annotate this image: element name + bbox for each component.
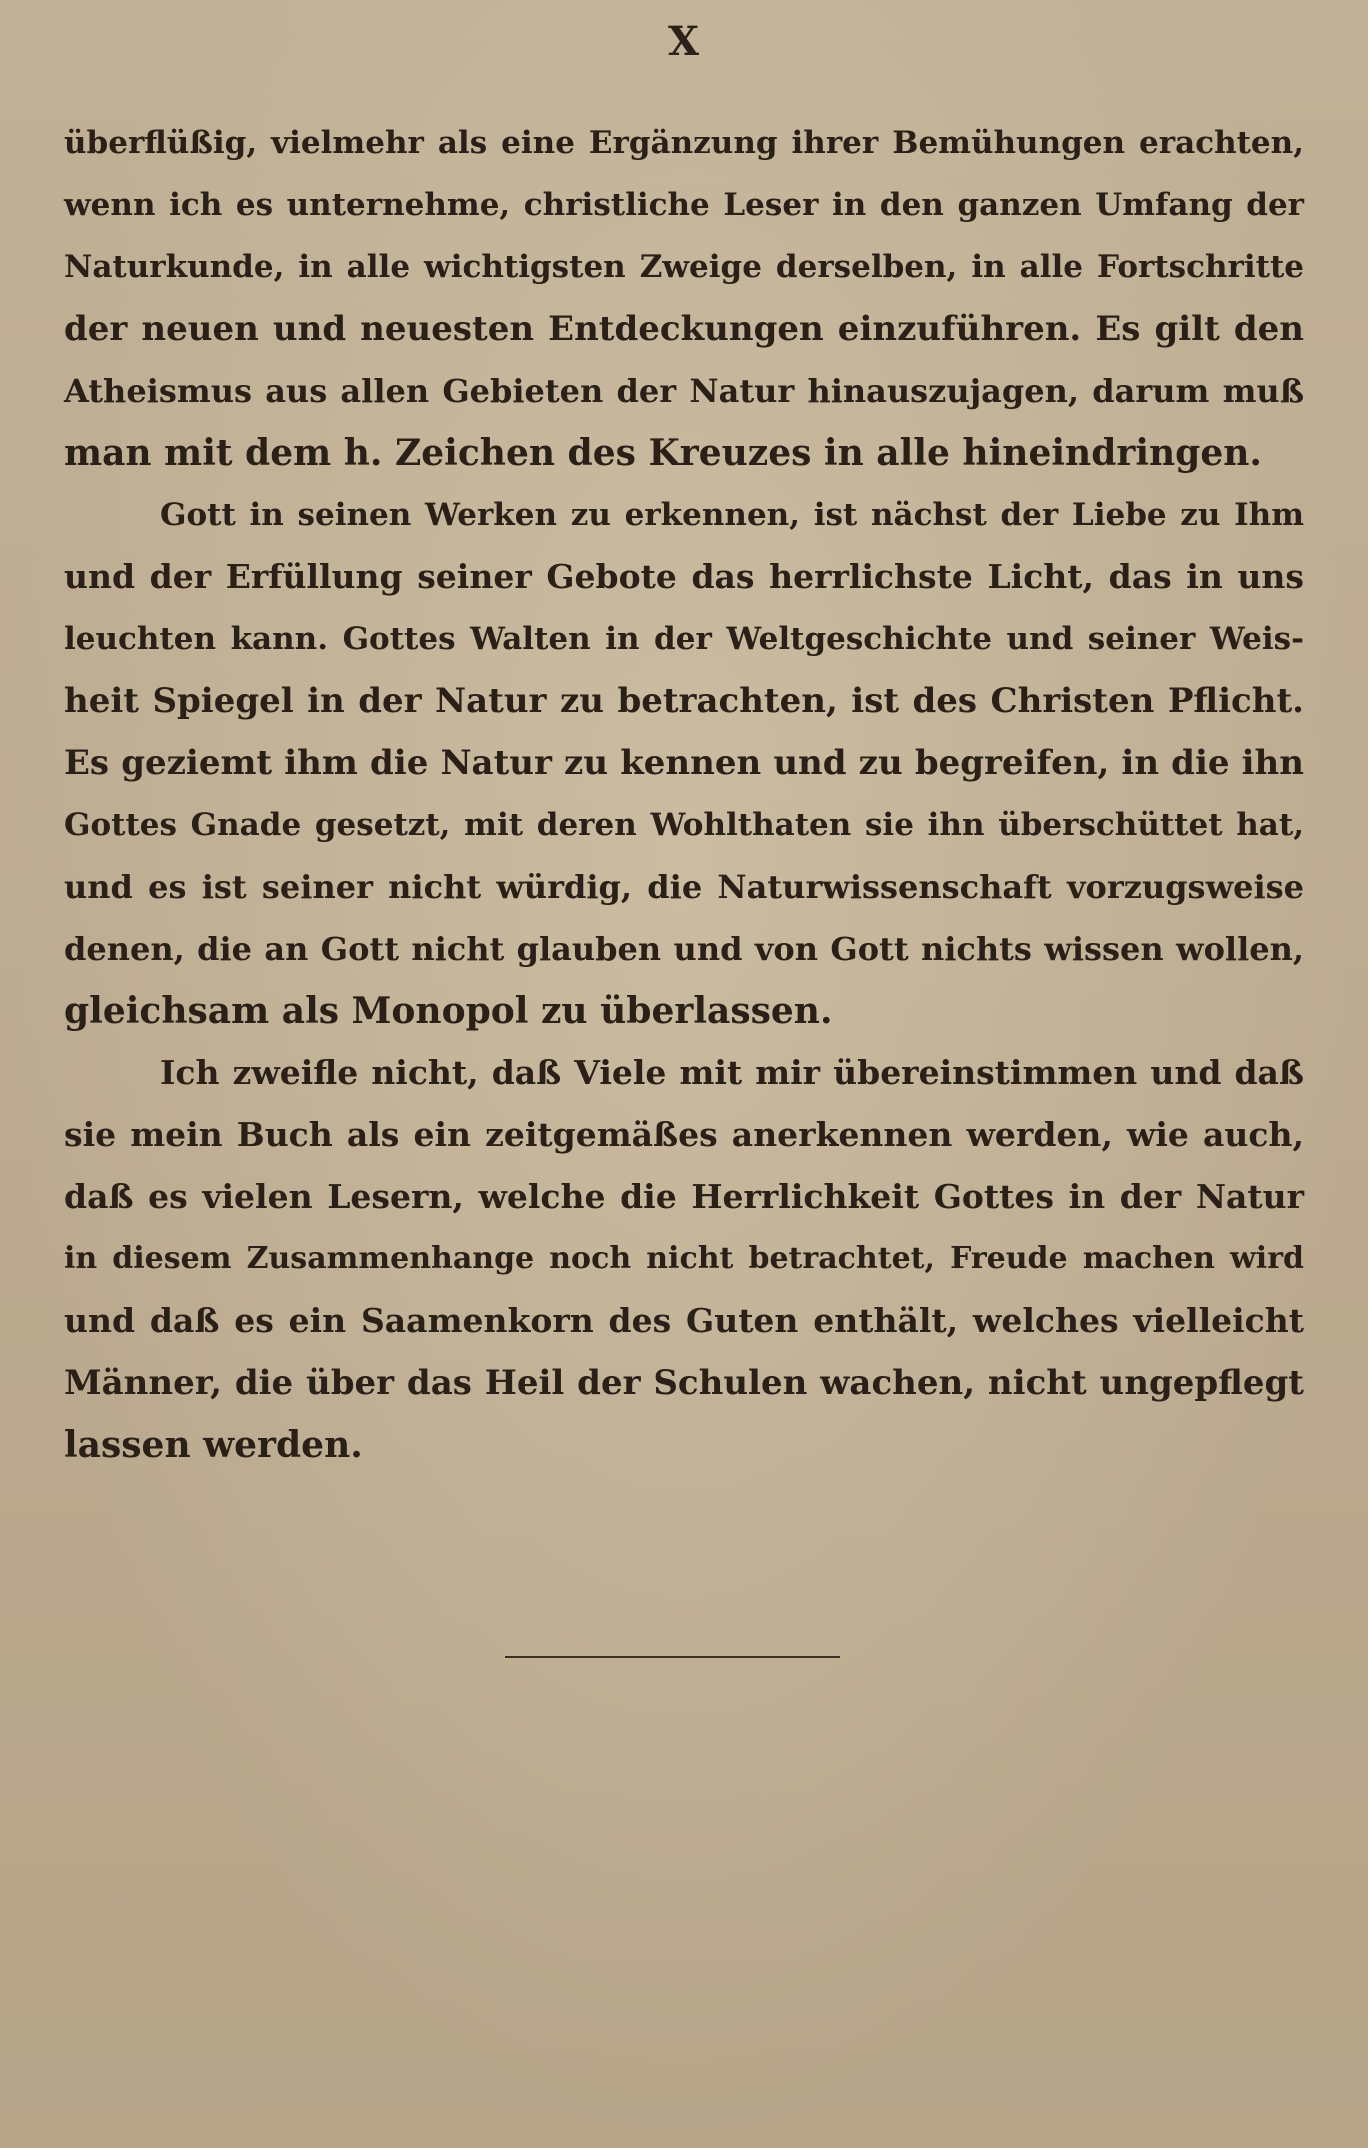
text-line: und der Erfüllung seiner Gebote das herrlichste Licht, das in uns xyxy=(64,557,1304,596)
text-line: Gott in seinen Werken zu erkennen, ist nächst der Liebe zu Ihm xyxy=(160,497,1304,533)
text-line: denen, die an Gott nicht glauben und von Gott nichts wissen wollen, xyxy=(64,930,1304,968)
body-text xyxy=(64,112,1304,1476)
page-number: X xyxy=(667,18,701,65)
text-line: in diesem Zusammenhange noch nicht betrachtet, Freude machen wird xyxy=(64,1241,1304,1276)
text-line: der neuen und neuesten Entdeckungen einzuführen. Es gilt den xyxy=(64,309,1304,349)
text-line: man mit dem h. Zeichen des Kreuzes in alle hineindringen. xyxy=(64,432,1262,474)
paragraph-2 xyxy=(64,484,1304,1042)
text-line: und es ist seiner nicht würdig, die Naturwissenschaft vorzugsweise xyxy=(64,868,1304,906)
text-line: Naturkunde, in alle wichtigsten Zweige derselben, in alle Fortschritte xyxy=(64,249,1304,285)
text-line: daß es vielen Lesern, welche die Herrlichkeit Gottes in der Natur xyxy=(64,1177,1304,1216)
text-line: und daß es ein Saamenkorn des Guten enthält, welches vielleicht xyxy=(64,1301,1304,1340)
paragraph-1 xyxy=(64,112,1304,484)
text-line: wenn ich es unternehme, christliche Leser in den ganzen Umfang der xyxy=(64,187,1304,223)
text-line: überflüßig, vielmehr als eine Ergänzung ihrer Bemühungen erachten, xyxy=(64,125,1304,161)
text-line: leuchten kann. Gottes Walten in der Weltgeschichte und seiner Weis- xyxy=(64,621,1304,657)
text-line: gleichsam als Monopol zu überlassen. xyxy=(64,990,833,1032)
text-line: heit Spiegel in der Natur zu betrachten, ist des Christen Pflicht. xyxy=(64,681,1304,721)
paragraph-3 xyxy=(64,1042,1304,1476)
section-divider-rule xyxy=(505,1656,840,1658)
text-line: sie mein Buch als ein zeitgemäßes anerkennen werden, wie auch, xyxy=(64,1115,1304,1154)
text-line: Atheismus aus allen Gebieten der Natur hinauszujagen, darum muß xyxy=(64,372,1304,410)
text-line: Gottes Gnade gesetzt, mit deren Wohlthaten sie ihn überschüttet hat, xyxy=(64,807,1304,843)
text-line: Ich zweifle nicht, daß Viele mit mir übereinstimmen und daß xyxy=(160,1053,1304,1092)
text-line: Männer, die über das Heil der Schulen wachen, nicht ungepflegt xyxy=(64,1363,1304,1403)
text-line: lassen werden. xyxy=(64,1424,363,1466)
text-line: Es geziemt ihm die Natur zu kennen und zu begreifen, in die ihn xyxy=(64,743,1304,783)
